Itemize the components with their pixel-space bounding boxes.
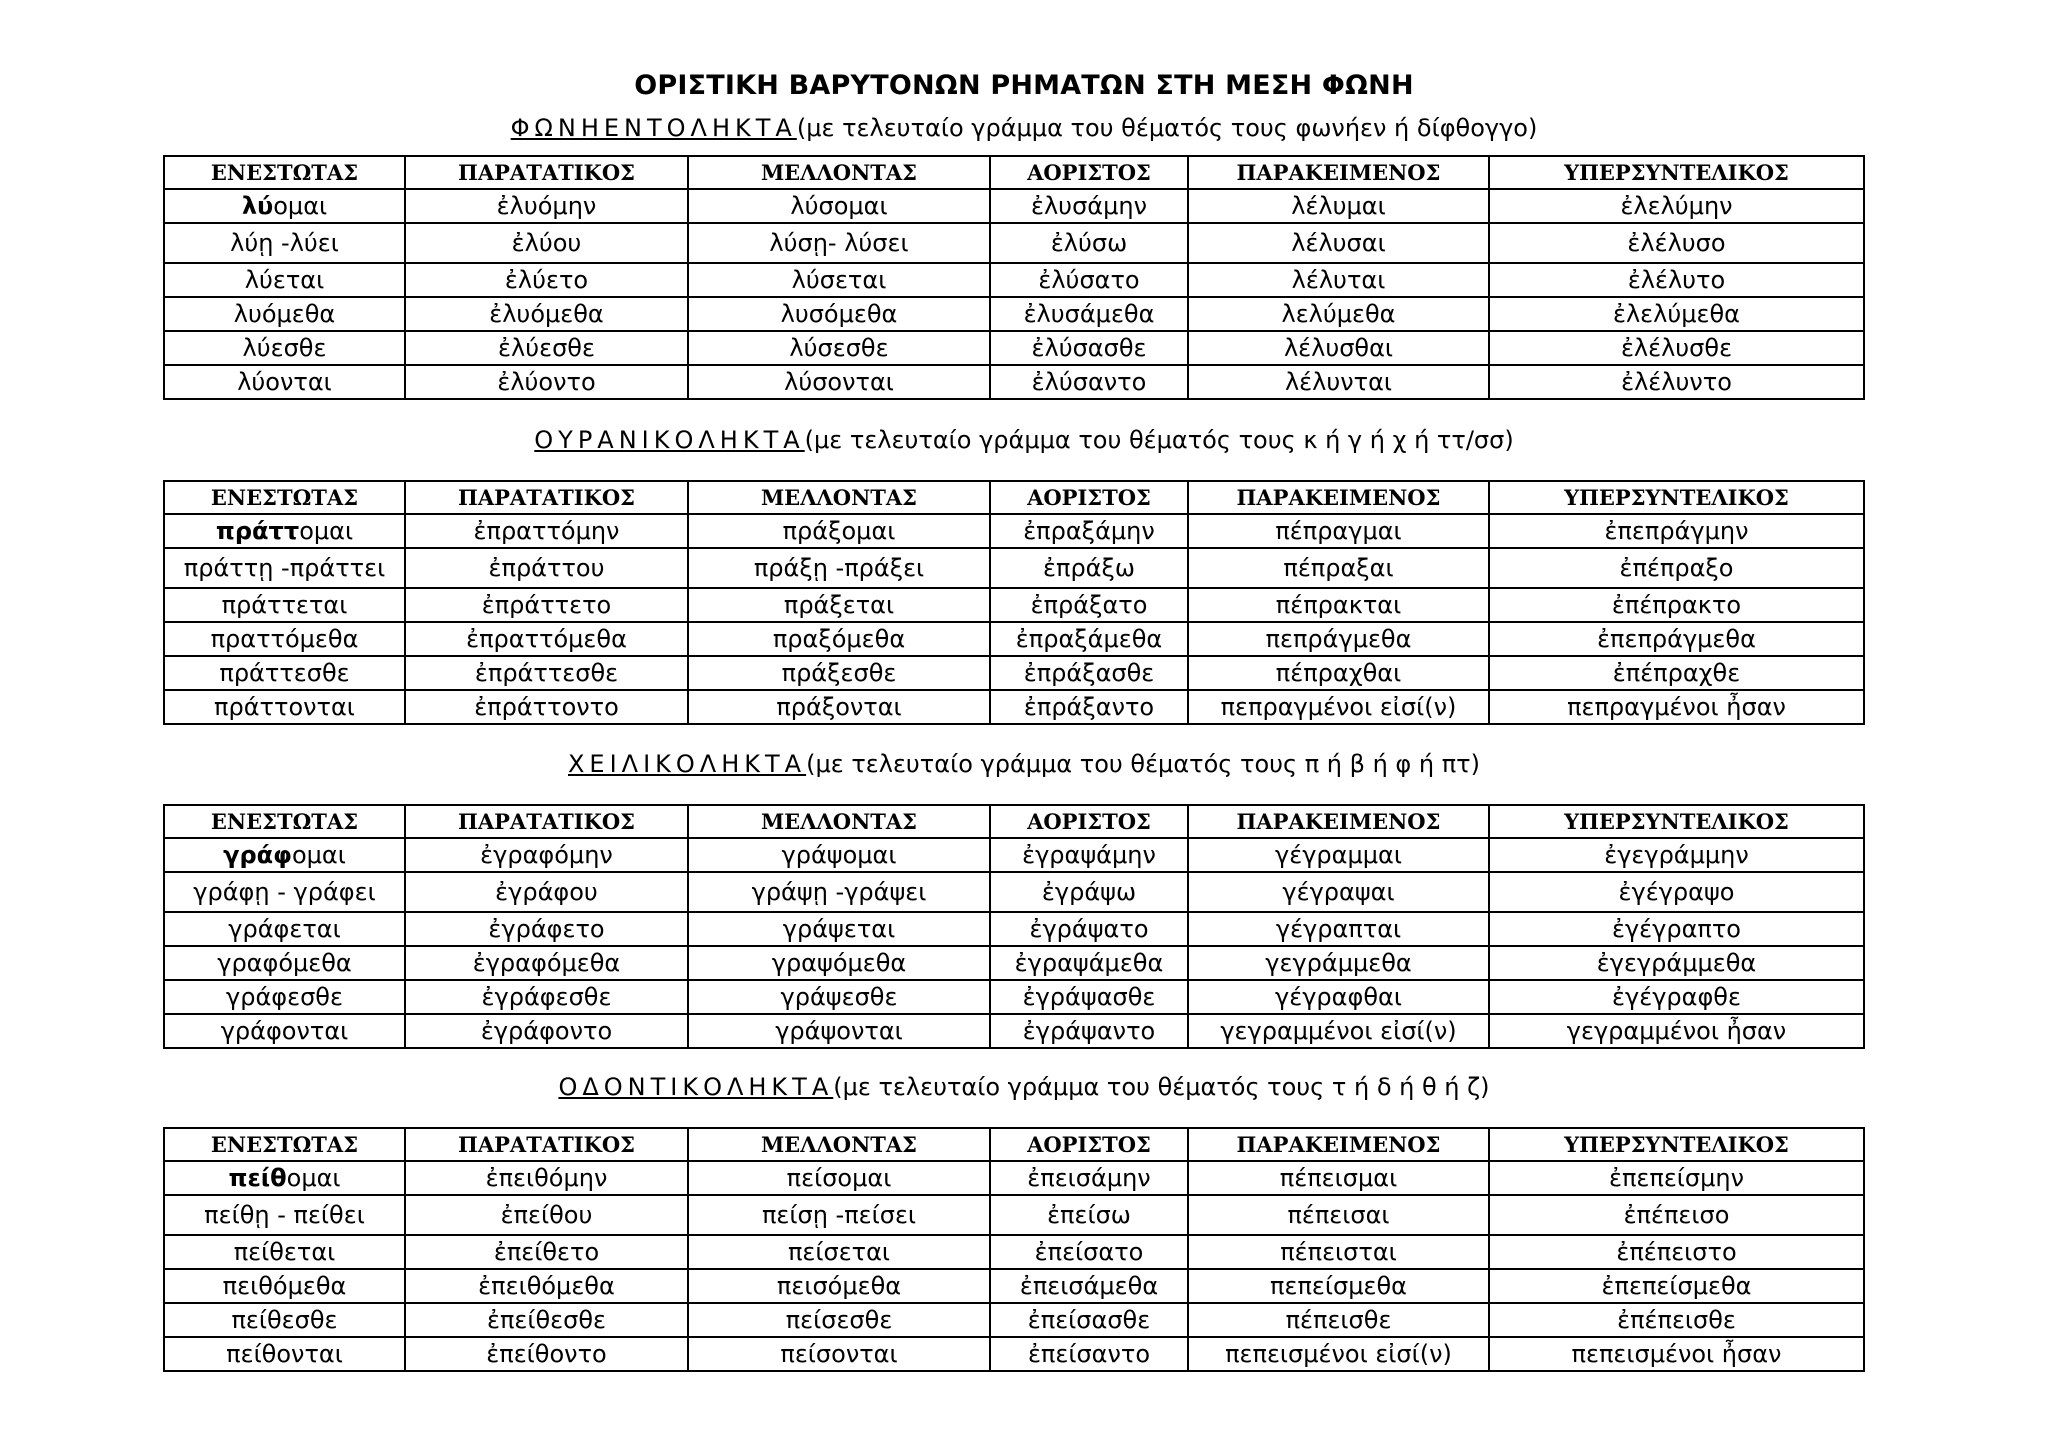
table-cell: πέπραξαι bbox=[1188, 548, 1489, 588]
table-cell: ἐπείθου bbox=[405, 1195, 688, 1235]
table-cell: λέλυμαι bbox=[1188, 189, 1489, 223]
column-header: ΕΝΕΣΤΩΤΑΣ bbox=[164, 156, 405, 189]
section-caption bbox=[0, 1073, 2048, 1101]
table-cell: πέπεισμαι bbox=[1188, 1161, 1489, 1195]
table-cell: πεπραγμένοι ἦσαν bbox=[1489, 690, 1864, 724]
table-row bbox=[164, 514, 1864, 548]
table-cell: πείσῃ -πείσει bbox=[688, 1195, 990, 1235]
table-cell: πράξεσθε bbox=[688, 656, 990, 690]
column-header: ΠΑΡΑΤΑΤΙΚΟΣ bbox=[405, 805, 688, 838]
column-header: ΠΑΡΑΚΕΙΜΕΝΟΣ bbox=[1188, 156, 1489, 189]
table-cell: πράττεσθε bbox=[164, 656, 405, 690]
table-cell: γράψῃ -γράψει bbox=[688, 872, 990, 912]
column-header: ΠΑΡΑΚΕΙΜΕΝΟΣ bbox=[1188, 1128, 1489, 1161]
table-cell: πραξόμεθα bbox=[688, 622, 990, 656]
table-cell: ἐλύσω bbox=[990, 223, 1188, 263]
section-caption bbox=[0, 114, 2048, 142]
column-header: ΑΟΡΙΣΤΟΣ bbox=[990, 1128, 1188, 1161]
table-header-row bbox=[164, 156, 1864, 189]
table-cell: ἐπράττου bbox=[405, 548, 688, 588]
table-cell: πείθῃ - πείθει bbox=[164, 1195, 405, 1235]
table-cell: γέγραπται bbox=[1188, 912, 1489, 946]
table-cell: πεπείσμεθα bbox=[1188, 1269, 1489, 1303]
column-header: ΑΟΡΙΣΤΟΣ bbox=[990, 156, 1188, 189]
table-cell: γράφεσθε bbox=[164, 980, 405, 1014]
table-header-row bbox=[164, 481, 1864, 514]
table-header-row bbox=[164, 1128, 1864, 1161]
table-cell: ἐπέπραξο bbox=[1489, 548, 1864, 588]
table-cell: λέλυνται bbox=[1188, 365, 1489, 399]
table-cell: πράττονται bbox=[164, 690, 405, 724]
table-cell: ἐλύου bbox=[405, 223, 688, 263]
conjugation-table bbox=[163, 480, 1865, 725]
table-cell: πείσεσθε bbox=[688, 1303, 990, 1337]
table-cell: ἐλυσάμεθα bbox=[990, 297, 1188, 331]
table-cell: ἐπράττεσθε bbox=[405, 656, 688, 690]
document-title: ΟΡΙΣΤΙΚΗ ΒΑΡΥΤΟΝΩΝ ΡΗΜΑΤΩΝ ΣΤΗ ΜΕΣΗ ΦΩΝΗ bbox=[634, 70, 1414, 101]
table-cell: ἐπραξάμεθα bbox=[990, 622, 1188, 656]
table-cell: ἐγεγράμμην bbox=[1489, 838, 1864, 872]
table-cell: ἐπέπεισθε bbox=[1489, 1303, 1864, 1337]
verb-ending: ομαι bbox=[286, 1164, 341, 1192]
table-cell: γεγραμμένοι εἰσί(ν) bbox=[1188, 1014, 1489, 1048]
table-cell: λύεται bbox=[164, 263, 405, 297]
table-cell: ἐγράφεσθε bbox=[405, 980, 688, 1014]
table-cell bbox=[164, 514, 405, 548]
table-cell: ἐλέλυτο bbox=[1489, 263, 1864, 297]
table-cell: πεπράγμεθα bbox=[1188, 622, 1489, 656]
table-cell: ἐλύσατο bbox=[990, 263, 1188, 297]
table-cell: ἐπεπράγμην bbox=[1489, 514, 1864, 548]
table-cell: λυόμεθα bbox=[164, 297, 405, 331]
section-description: (με τελευταίο γράμμα του θέματός τους τ ή δ ή θ ή ζ) bbox=[833, 1073, 1490, 1101]
table-cell: γράφεται bbox=[164, 912, 405, 946]
column-header: ΥΠΕΡΣΥΝΤΕΛΙΚΟΣ bbox=[1489, 1128, 1864, 1161]
table-cell: γράψεται bbox=[688, 912, 990, 946]
table-cell: γεγράμμεθα bbox=[1188, 946, 1489, 980]
section-caption bbox=[0, 426, 2048, 454]
table-cell: γέγραψαι bbox=[1188, 872, 1489, 912]
table-row bbox=[164, 1337, 1864, 1371]
verb-stem: πράττ bbox=[215, 517, 300, 545]
table-header-row bbox=[164, 805, 1864, 838]
table-cell: ἐγραφόμην bbox=[405, 838, 688, 872]
table-cell: ἐπέπεισο bbox=[1489, 1195, 1864, 1235]
table-row bbox=[164, 1269, 1864, 1303]
verb-stem: πείθ bbox=[228, 1164, 287, 1192]
table-cell: γράφῃ - γράφει bbox=[164, 872, 405, 912]
table-cell: ἐλυόμην bbox=[405, 189, 688, 223]
table-cell: ἐπείθοντο bbox=[405, 1337, 688, 1371]
table-row bbox=[164, 622, 1864, 656]
table-cell: ἐπείσαντο bbox=[990, 1337, 1188, 1371]
table-cell: ἐγράψω bbox=[990, 872, 1188, 912]
table-cell: γράψονται bbox=[688, 1014, 990, 1048]
table-cell: πεπραγμένοι εἰσί(ν) bbox=[1188, 690, 1489, 724]
table-cell: λέλυσθαι bbox=[1188, 331, 1489, 365]
column-header: ΠΑΡΑΤΑΤΙΚΟΣ bbox=[405, 481, 688, 514]
table-cell: ἐπείσω bbox=[990, 1195, 1188, 1235]
table-cell: ἐγραψάμεθα bbox=[990, 946, 1188, 980]
column-header: ΥΠΕΡΣΥΝΤΕΛΙΚΟΣ bbox=[1489, 805, 1864, 838]
table-cell: ἐπράττετο bbox=[405, 588, 688, 622]
table-cell: ἐγράφετο bbox=[405, 912, 688, 946]
column-header: ΑΟΡΙΣΤΟΣ bbox=[990, 805, 1188, 838]
table-cell: ἐλύοντο bbox=[405, 365, 688, 399]
table-cell: ἐπεισάμεθα bbox=[990, 1269, 1188, 1303]
table-row bbox=[164, 838, 1864, 872]
conjugation-table bbox=[163, 155, 1865, 400]
section-description: (με τελευταίο γράμμα του θέματός τους κ ή γ ή χ ή ττ/σσ) bbox=[804, 426, 1514, 454]
table-cell: ἐγέγραφθε bbox=[1489, 980, 1864, 1014]
table-cell: ἐλυσάμην bbox=[990, 189, 1188, 223]
table-row bbox=[164, 946, 1864, 980]
table-row bbox=[164, 189, 1864, 223]
table-cell: λύσομαι bbox=[688, 189, 990, 223]
table-cell: ἐγέγραψο bbox=[1489, 872, 1864, 912]
table-cell: πείσονται bbox=[688, 1337, 990, 1371]
column-header: ΠΑΡΑΤΑΤΙΚΟΣ bbox=[405, 1128, 688, 1161]
table-cell: πέπεισται bbox=[1188, 1235, 1489, 1269]
table-cell: πείθονται bbox=[164, 1337, 405, 1371]
table-cell: ἐπραξάμην bbox=[990, 514, 1188, 548]
table-cell: γέγραμμαι bbox=[1188, 838, 1489, 872]
table-row bbox=[164, 365, 1864, 399]
table-cell: ἐπράξω bbox=[990, 548, 1188, 588]
column-header: ΠΑΡΑΚΕΙΜΕΝΟΣ bbox=[1188, 805, 1489, 838]
table-cell: λύσεσθε bbox=[688, 331, 990, 365]
table-cell: ἐπέπρακτο bbox=[1489, 588, 1864, 622]
table-cell: ἐλύσασθε bbox=[990, 331, 1188, 365]
table-cell bbox=[164, 189, 405, 223]
table-cell: γράψεσθε bbox=[688, 980, 990, 1014]
table-row bbox=[164, 980, 1864, 1014]
table-cell: πέπεισθε bbox=[1188, 1303, 1489, 1337]
column-header: ΕΝΕΣΤΩΤΑΣ bbox=[164, 1128, 405, 1161]
table-cell: ἐγέγραπτο bbox=[1489, 912, 1864, 946]
table-cell: ἐπείθετο bbox=[405, 1235, 688, 1269]
table-cell: πράττεται bbox=[164, 588, 405, 622]
verb-ending: ομαι bbox=[291, 841, 346, 869]
section-name: ΟΥΡΑΝΙΚΟΛΗΚΤΑ bbox=[534, 426, 805, 454]
table-cell: ἐπράττοντο bbox=[405, 690, 688, 724]
section-description: (με τελευταίο γράμμα του θέματός τους φωνήεν ή δίφθογγο) bbox=[796, 114, 1538, 142]
verb-stem: γράφ bbox=[223, 841, 292, 869]
table-cell: γραφόμεθα bbox=[164, 946, 405, 980]
table-cell: πράξεται bbox=[688, 588, 990, 622]
table-cell: λυσόμεθα bbox=[688, 297, 990, 331]
table-cell: ἐλελύμεθα bbox=[1489, 297, 1864, 331]
table-cell: γράψομαι bbox=[688, 838, 990, 872]
table-cell: πείθεσθε bbox=[164, 1303, 405, 1337]
verb-stem: λύ bbox=[241, 192, 274, 220]
table-cell: λύονται bbox=[164, 365, 405, 399]
table-cell: πέπραχθαι bbox=[1188, 656, 1489, 690]
column-header: ΜΕΛΛΟΝΤΑΣ bbox=[688, 481, 990, 514]
table-row bbox=[164, 223, 1864, 263]
table-cell: ἐγεγράμμεθα bbox=[1489, 946, 1864, 980]
table-cell: λύσῃ- λύσει bbox=[688, 223, 990, 263]
column-header: ΜΕΛΛΟΝΤΑΣ bbox=[688, 805, 990, 838]
table-cell: ἐγράψασθε bbox=[990, 980, 1188, 1014]
table-cell: ἐλέλυντο bbox=[1489, 365, 1864, 399]
table-row bbox=[164, 912, 1864, 946]
table-cell: ἐγράφου bbox=[405, 872, 688, 912]
table-cell: πείσεται bbox=[688, 1235, 990, 1269]
table-cell: γράφονται bbox=[164, 1014, 405, 1048]
table-cell: ἐπέπειστο bbox=[1489, 1235, 1864, 1269]
table-cell: πραττόμεθα bbox=[164, 622, 405, 656]
table-cell: λύσονται bbox=[688, 365, 990, 399]
table-cell: γεγραμμένοι ἦσαν bbox=[1489, 1014, 1864, 1048]
section-caption bbox=[0, 750, 2048, 778]
table-cell: ἐλέλυσθε bbox=[1489, 331, 1864, 365]
table-cell: λέλυσαι bbox=[1188, 223, 1489, 263]
table-cell: γέγραφθαι bbox=[1188, 980, 1489, 1014]
table-cell: πράττῃ -πράττει bbox=[164, 548, 405, 588]
table-cell: ἐπειθόμεθα bbox=[405, 1269, 688, 1303]
table-cell: ἐπεπείσμεθα bbox=[1489, 1269, 1864, 1303]
table-cell: ἐγράψατο bbox=[990, 912, 1188, 946]
table-cell: ἐλύσαντο bbox=[990, 365, 1188, 399]
table-row bbox=[164, 263, 1864, 297]
table-cell bbox=[164, 1161, 405, 1195]
table-cell: ἐγραφόμεθα bbox=[405, 946, 688, 980]
table-cell: ἐπέπραχθε bbox=[1489, 656, 1864, 690]
table-cell: ἐπραττόμην bbox=[405, 514, 688, 548]
table-cell: ἐλυόμεθα bbox=[405, 297, 688, 331]
table-cell: ἐπραττόμεθα bbox=[405, 622, 688, 656]
column-header: ΜΕΛΛΟΝΤΑΣ bbox=[688, 156, 990, 189]
table-row bbox=[164, 331, 1864, 365]
column-header: ΕΝΕΣΤΩΤΑΣ bbox=[164, 805, 405, 838]
table-cell: πείσομαι bbox=[688, 1161, 990, 1195]
section-description: (με τελευταίο γράμμα του θέματός τους π ή β ή φ ή πτ) bbox=[806, 750, 1480, 778]
table-row bbox=[164, 297, 1864, 331]
column-header: ΑΟΡΙΣΤΟΣ bbox=[990, 481, 1188, 514]
table-cell: λύεσθε bbox=[164, 331, 405, 365]
table-row bbox=[164, 1235, 1864, 1269]
table-cell: πεισόμεθα bbox=[688, 1269, 990, 1303]
verb-ending: ομαι bbox=[299, 517, 354, 545]
table-cell: ἐλύετο bbox=[405, 263, 688, 297]
conjugation-table bbox=[163, 1127, 1865, 1372]
section-name: ΧΕΙΛΙΚΟΛΗΚΤΑ bbox=[567, 750, 807, 778]
column-header: ΠΑΡΑΚΕΙΜΕΝΟΣ bbox=[1188, 481, 1489, 514]
section-name: ΟΔΟΝΤΙΚΟΛΗΚΤΑ bbox=[558, 1073, 834, 1101]
column-header: ΥΠΕΡΣΥΝΤΕΛΙΚΟΣ bbox=[1489, 481, 1864, 514]
verb-ending: ομαι bbox=[273, 192, 328, 220]
table-row bbox=[164, 1014, 1864, 1048]
table-cell: ἐπεισάμην bbox=[990, 1161, 1188, 1195]
table-cell: πέπραγμαι bbox=[1188, 514, 1489, 548]
table-cell: ἐπεπείσμην bbox=[1489, 1161, 1864, 1195]
table-cell: ἐπείσατο bbox=[990, 1235, 1188, 1269]
table-row bbox=[164, 1303, 1864, 1337]
table-cell: ἐπράξαντο bbox=[990, 690, 1188, 724]
conjugation-table bbox=[163, 804, 1865, 1049]
table-cell: λελύμεθα bbox=[1188, 297, 1489, 331]
column-header: ΥΠΕΡΣΥΝΤΕΛΙΚΟΣ bbox=[1489, 156, 1864, 189]
section-name: ΦΩΝΗΕΝΤΟΛΗΚΤΑ bbox=[510, 114, 797, 142]
table-cell: πράξῃ -πράξει bbox=[688, 548, 990, 588]
column-header: ΠΑΡΑΤΑΤΙΚΟΣ bbox=[405, 156, 688, 189]
table-row bbox=[164, 588, 1864, 622]
table-cell: ἐπείσασθε bbox=[990, 1303, 1188, 1337]
table-row bbox=[164, 656, 1864, 690]
table-cell: ἐγράφοντο bbox=[405, 1014, 688, 1048]
table-cell: πεπεισμένοι ἦσαν bbox=[1489, 1337, 1864, 1371]
table-cell: λύσεται bbox=[688, 263, 990, 297]
table-cell: ἐπράξασθε bbox=[990, 656, 1188, 690]
column-header: ΜΕΛΛΟΝΤΑΣ bbox=[688, 1128, 990, 1161]
table-row bbox=[164, 690, 1864, 724]
table-cell: γραψόμεθα bbox=[688, 946, 990, 980]
column-header: ΕΝΕΣΤΩΤΑΣ bbox=[164, 481, 405, 514]
table-cell: ἐλύεσθε bbox=[405, 331, 688, 365]
table-row bbox=[164, 872, 1864, 912]
table-row bbox=[164, 1195, 1864, 1235]
table-cell: ἐγραψάμην bbox=[990, 838, 1188, 872]
table-cell: ἐλελύμην bbox=[1489, 189, 1864, 223]
table-cell: ἐπεπράγμεθα bbox=[1489, 622, 1864, 656]
table-cell: ἐλέλυσο bbox=[1489, 223, 1864, 263]
table-row bbox=[164, 1161, 1864, 1195]
table-cell: ἐγράψαντο bbox=[990, 1014, 1188, 1048]
table-cell: πέπεισαι bbox=[1188, 1195, 1489, 1235]
table-cell: ἐπράξατο bbox=[990, 588, 1188, 622]
table-cell: πείθεται bbox=[164, 1235, 405, 1269]
table-cell: πέπρακται bbox=[1188, 588, 1489, 622]
table-cell: πράξονται bbox=[688, 690, 990, 724]
table-cell bbox=[164, 838, 405, 872]
table-cell: πειθόμεθα bbox=[164, 1269, 405, 1303]
table-cell: λύῃ -λύει bbox=[164, 223, 405, 263]
table-cell: ἐπείθεσθε bbox=[405, 1303, 688, 1337]
table-cell: λέλυται bbox=[1188, 263, 1489, 297]
table-cell: πράξομαι bbox=[688, 514, 990, 548]
table-cell: ἐπειθόμην bbox=[405, 1161, 688, 1195]
table-row bbox=[164, 548, 1864, 588]
table-cell: πεπεισμένοι εἰσί(ν) bbox=[1188, 1337, 1489, 1371]
